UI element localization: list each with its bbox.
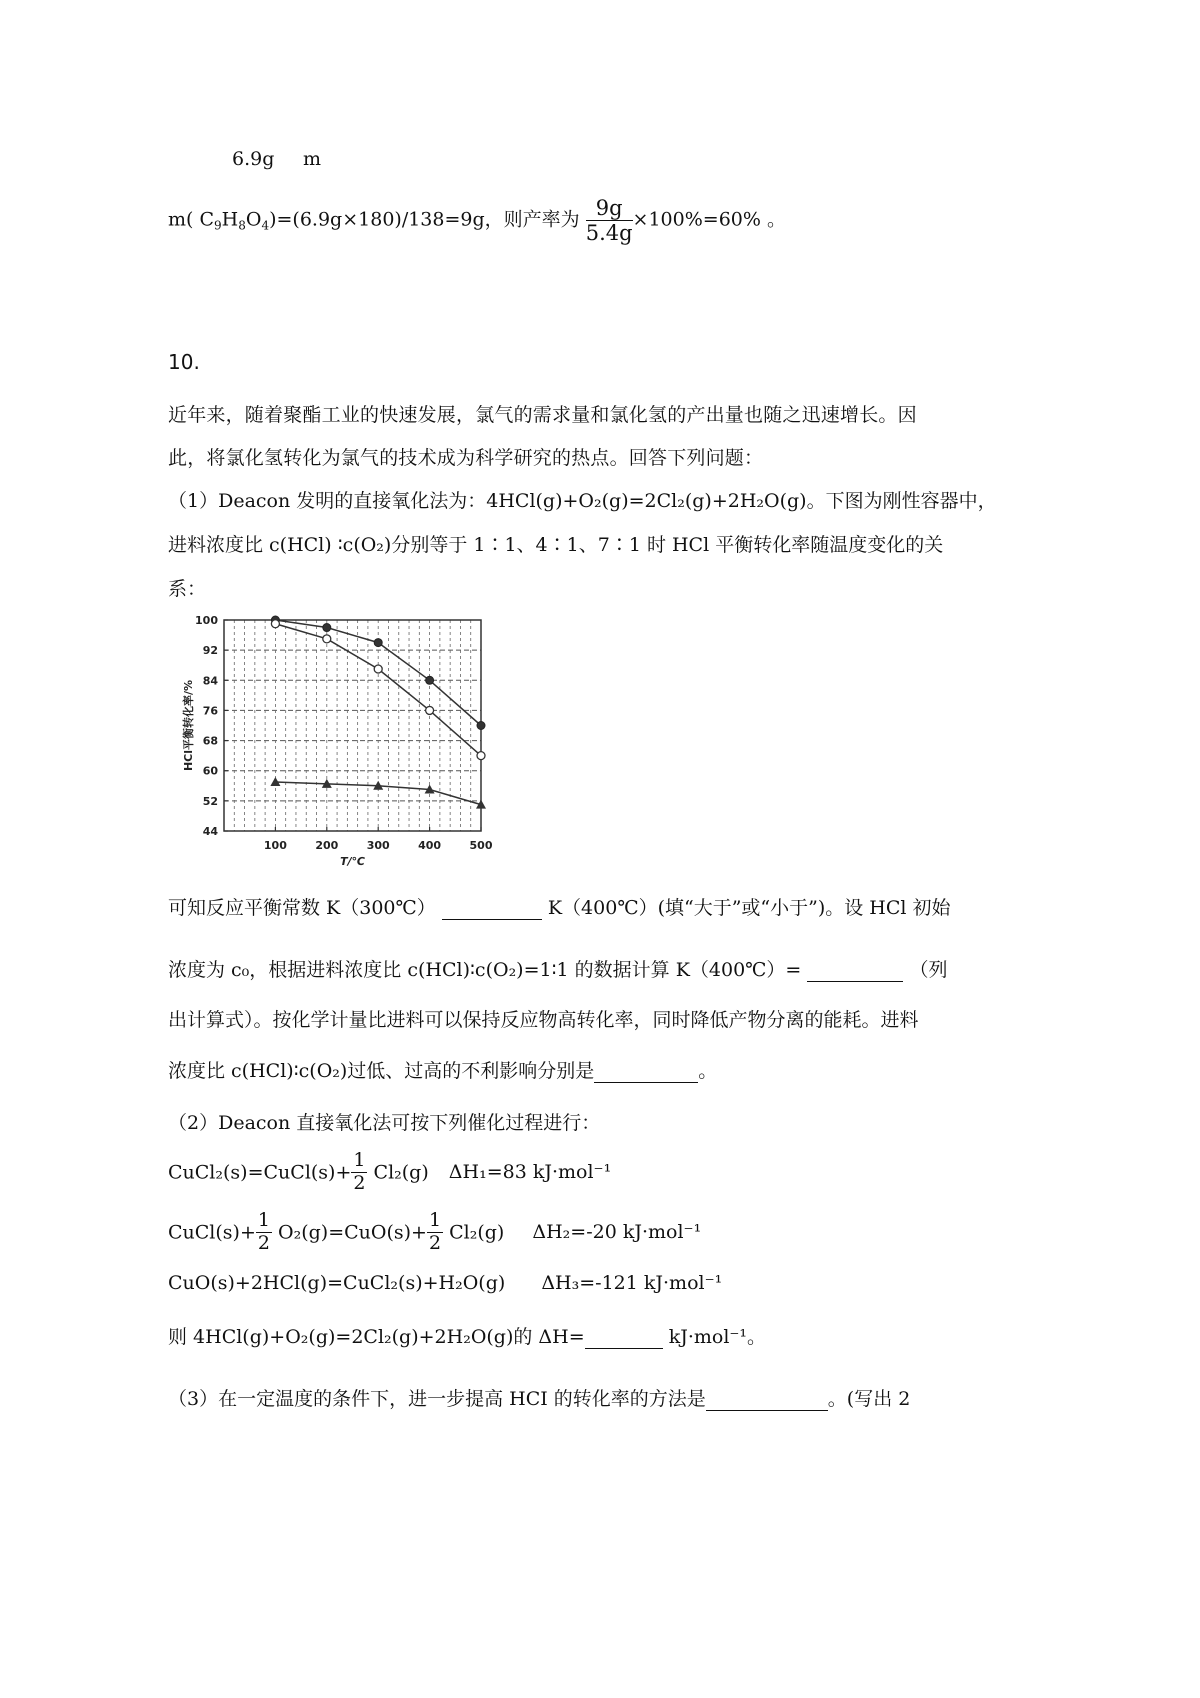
y-tick-label: 52 — [202, 794, 218, 808]
chart-layer — [181, 614, 493, 868]
x-tick-label: 200 — [315, 839, 339, 852]
k-line-1-b: K（400℃）(填“大于”或“小于”)。设 HCl 初始 — [547, 897, 951, 919]
half-den: 2 — [428, 1231, 442, 1254]
eq3-dh: ΔH₃=-121 kJ·mol⁻¹ — [541, 1272, 723, 1294]
blank-2[interactable] — [807, 959, 903, 982]
x-tick-label: 400 — [418, 839, 442, 852]
data-point — [477, 722, 485, 730]
eq1-dh: ΔH₁=83 kJ·mol⁻¹ — [448, 1161, 612, 1184]
eq2-dh: ΔH₂=-20 kJ·mol⁻¹ — [532, 1221, 702, 1244]
part3-b: 。(写出 2 — [827, 1388, 911, 1410]
part3-a: （3）在一定温度的条件下，进一步提高 HCI 的转化率的方法是 — [168, 1388, 706, 1410]
calc-mid: )=(6.9g×180)/138=9g，则产率为 — [269, 208, 580, 231]
x-axis-label: T/℃ — [340, 855, 365, 868]
yield-calc-line — [168, 196, 786, 245]
k-line-4 — [168, 1056, 717, 1083]
data-point — [374, 665, 382, 673]
sub-c: 9 — [214, 218, 222, 233]
question-number: 10. — [168, 350, 200, 374]
data-point — [477, 752, 485, 760]
y-tick-label: 68 — [202, 734, 218, 748]
k-line-4-a: 浓度比 c(HCl)∶c(O₂)过低、过高的不利影响分别是 — [168, 1060, 595, 1082]
data-point — [323, 624, 331, 632]
half-num: 1 — [353, 1149, 366, 1171]
part1-line-3: 系： — [168, 578, 207, 600]
x-tick-label: 100 — [263, 839, 287, 852]
data-point — [323, 635, 331, 643]
part1-line-2: 进料浓度比 c(HCl) ∶c(O₂)分别等于 1∶1、4∶1、7∶1 时 HCl 平衡转化率随温度变化的关 — [168, 534, 944, 556]
x-tick-label: 500 — [469, 839, 493, 852]
eq1-left: CuCl₂(s)=CuCl(s)+ — [168, 1161, 352, 1184]
blank-1[interactable] — [442, 897, 542, 920]
half-den: 2 — [353, 1171, 366, 1194]
y-tick-label: 44 — [202, 825, 218, 838]
equation-3 — [168, 1272, 722, 1294]
half-den: 2 — [257, 1231, 270, 1254]
o-label: O — [245, 208, 262, 231]
intro-line-1: 近年来，随着聚酯工业的快速发展，氯气的需求量和氯化氢的产出量也随之迅速增长。因 — [168, 404, 917, 426]
data-point — [426, 676, 434, 684]
half-num: 1 — [257, 1209, 270, 1231]
y-tick-label: 60 — [202, 764, 218, 778]
eq1-right: Cl₂(g) — [373, 1161, 429, 1184]
k-line-2-a: 浓度为 c₀，根据进料浓度比 c(HCl)∶c(O₂)=1∶1 的数据计算 K（400℃）= — [168, 959, 802, 981]
part1-line-1: （1）Deacon 发明的直接氧化法为：4HCl(g)+O₂(g)=2Cl₂(g)+2H₂O(g)。下图为刚性容器中， — [168, 490, 997, 512]
eq2-b: O₂(g)=CuO(s)+ — [278, 1221, 427, 1244]
mass-right: m — [303, 148, 322, 170]
y-axis-label: HCl平衡转化率/% — [182, 679, 195, 772]
delta-h-a: 则 4HCl(g)+O₂(g)=2Cl₂(g)+2H₂O(g)的 ΔH= — [168, 1326, 585, 1348]
eq2-half-1 — [256, 1210, 272, 1255]
sub-h: 8 — [238, 218, 246, 233]
fraction-numerator: 9g — [586, 196, 633, 221]
equation-2 — [168, 1210, 701, 1255]
k-line-2 — [168, 955, 947, 982]
y-tick-label: 100 — [195, 614, 218, 627]
eq3-a: CuO(s)+2HCl(g)=CuCl₂(s)+H₂O(g) — [168, 1272, 506, 1294]
data-point — [374, 639, 382, 647]
conversion-chart — [178, 608, 498, 870]
k-line-3: 出计算式）。按化学计量比进料可以保持反应物高转化率，同时降低产物分离的能耗。进料 — [168, 1009, 919, 1031]
y-tick-label: 92 — [202, 644, 218, 658]
blank-3[interactable] — [594, 1060, 698, 1083]
eq2-c: Cl₂(g) — [449, 1221, 505, 1244]
k-line-4-b: 。 — [698, 1060, 718, 1082]
data-point — [271, 620, 279, 628]
y-tick-label: 84 — [202, 674, 218, 688]
calc-end: ×100%=60% 。 — [632, 208, 786, 231]
delta-h-line — [168, 1322, 766, 1349]
y-tick-label: 76 — [202, 704, 218, 718]
yield-fraction — [586, 196, 633, 245]
fraction-denominator: 5.4g — [585, 221, 633, 246]
sub-o: 4 — [261, 218, 270, 233]
mass-left: 6.9g — [232, 148, 275, 170]
half-num: 1 — [428, 1209, 442, 1231]
eq1-half — [351, 1150, 367, 1195]
k-line-2-b: （列 — [909, 959, 948, 981]
part2-intro: （2）Deacon 直接氧化法可按下列催化过程进行： — [168, 1112, 601, 1134]
data-point — [426, 706, 434, 714]
eq2-half-2 — [427, 1210, 443, 1255]
k-line-1-a: 可知反应平衡常数 K（300℃） — [168, 897, 436, 919]
equation-1 — [168, 1150, 611, 1195]
k-line-1 — [168, 893, 951, 920]
intro-line-2: 此，将氯化氢转化为氯气的技术成为科学研究的热点。回答下列问题： — [168, 447, 764, 469]
plot-frame — [224, 620, 481, 831]
part3-line — [168, 1384, 910, 1411]
h-label: H — [221, 208, 239, 231]
delta-h-b: kJ·mol⁻¹。 — [668, 1326, 767, 1348]
eq2-a: CuCl(s)+ — [168, 1221, 256, 1244]
x-tick-label: 300 — [366, 839, 390, 852]
blank-4[interactable] — [585, 1326, 663, 1349]
calc-prefix: m( C — [168, 208, 215, 231]
blank-5[interactable] — [706, 1388, 828, 1411]
